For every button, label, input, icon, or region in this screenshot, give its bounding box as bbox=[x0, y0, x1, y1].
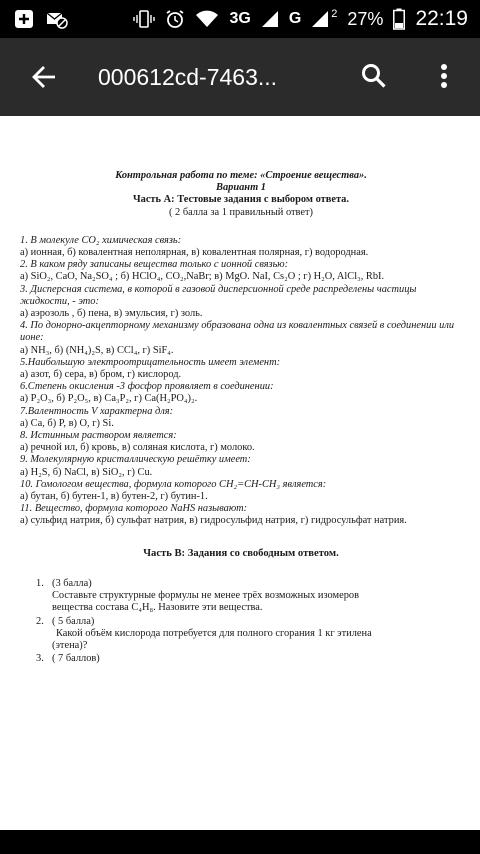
task-text-line1: Составьте структурные формулы не менее трёх возможных изомеров bbox=[52, 590, 360, 602]
task-item bbox=[36, 578, 462, 615]
task-number: 2. bbox=[36, 615, 44, 627]
question-5: 5.Наибольшую электроотрицательность имеет элемент: bbox=[20, 356, 281, 368]
part-b-tasks bbox=[20, 578, 462, 665]
signal-icon-2 bbox=[311, 10, 329, 28]
task-item bbox=[36, 616, 462, 653]
doc-header-line2: Вариант 1 bbox=[216, 182, 266, 194]
document-page[interactable] bbox=[0, 116, 480, 830]
status-bar bbox=[0, 0, 480, 38]
network-type-2: G bbox=[288, 10, 302, 27]
answers-10: а) бутан, б) бутен-1, в) бутен-2, г) бутин-1. bbox=[20, 491, 208, 503]
more-vert-icon bbox=[440, 63, 448, 89]
battery-icon bbox=[393, 8, 405, 30]
mail-blocked-icon bbox=[46, 9, 68, 29]
answers-2: а) SiO₂, CaO, Na₂SO₄ ; б) HClO₄, CO₂,NaBr; в) MgO. NaI, Cs₂O ; г) H₂O, AlCl₃, RbI. bbox=[20, 271, 385, 283]
app-bar bbox=[0, 38, 480, 116]
alarm-icon bbox=[165, 9, 185, 29]
bottom-bar bbox=[0, 830, 480, 854]
question-8: 8. Истинным раствором является: bbox=[20, 430, 177, 442]
question-1: 1. В молекуле CO₂ химическая связь: bbox=[20, 234, 182, 246]
question-3: 3. Дисперсная система, в которой в газовой дисперсионной среде распределены частицы жидкости, - это: bbox=[20, 283, 417, 307]
question-4: 4. По донорно-акцепторному механизму образована одна из ковалентных связей в соединении или ионе: bbox=[20, 320, 455, 344]
task-points: ( 5 балла) bbox=[52, 615, 95, 627]
part-a-note: ( 2 балла за 1 правильный ответ) bbox=[168, 206, 314, 218]
answers-9: а) H₂S, б) NaCl, в) SiO₂, г) Cu. bbox=[20, 466, 153, 478]
answers-8: а) речной ил, б) кровь, в) соляная кислота, г) молоко. bbox=[20, 442, 255, 454]
task-text-line2: (этена)? bbox=[52, 639, 88, 651]
back-button[interactable] bbox=[16, 49, 72, 105]
question-9: 9. Молекулярную кристаллическую решётку имеет: bbox=[20, 454, 251, 466]
vibrate-icon bbox=[133, 9, 155, 29]
question-2: 2. В каком ряду записаны вещества только с ионной связью: bbox=[20, 259, 289, 271]
task-points: ( 7 баллов) bbox=[52, 653, 100, 665]
wifi-icon bbox=[195, 9, 219, 29]
sim-indicator: 2 bbox=[331, 8, 338, 20]
answers-5: а) азот, б) сера, в) бром, г) кислород. bbox=[20, 369, 182, 381]
answers-11: а) сульфид натрия, б) сульфат натрия, в) гидросульфид натрия, г) гидросульфат натрия. bbox=[20, 515, 407, 527]
search-icon bbox=[361, 63, 387, 89]
task-item bbox=[36, 653, 462, 665]
part-b-title: Часть В: Задания со свободным ответом. bbox=[143, 547, 339, 559]
task-text-line2: вещества состава C₄H₈. Назовите эти вещества. bbox=[52, 602, 263, 614]
answers-1: а) ионная, б) ковалентная неполярная, в) ковалентная полярная, г) водородная. bbox=[20, 247, 369, 259]
answers-4: а) NH₃, б) (NH₄)₂S, в) CCl₄, г) SiF₄. bbox=[20, 344, 174, 356]
document-content bbox=[0, 116, 480, 665]
question-7: 7.Валентность V характерна для: bbox=[20, 405, 174, 417]
search-button[interactable] bbox=[350, 52, 398, 100]
answers-7: а) Ca, б) P, в) O, г) Si. bbox=[20, 417, 114, 429]
arrow-back-icon bbox=[31, 64, 57, 90]
battery-percent: 27% bbox=[347, 8, 384, 29]
answers-3: а) аэрозоль , б) пена, в) эмульсия, г) золь. bbox=[20, 308, 203, 320]
network-type-1: 3G bbox=[229, 10, 251, 27]
question-6: 6.Степень окисления -3 фосфор проявляет в соединении: bbox=[20, 381, 274, 393]
file-title: 000612cd-7463... bbox=[98, 63, 278, 90]
question-10: 10. Гомологом вещества, формула которого CH₂=CH-CH₃ является: bbox=[20, 478, 327, 490]
task-text-line1: Какой объём кислорода потребуется для полного сгорания 1 кг этилена bbox=[56, 627, 372, 639]
question-11: 11. Вещество, формула которого NaHS называют: bbox=[20, 503, 248, 515]
task-number: 3. bbox=[36, 653, 44, 665]
signal-icon-1 bbox=[261, 10, 279, 28]
clock: 22:19 bbox=[415, 7, 468, 30]
task-number: 1. bbox=[36, 577, 44, 589]
add-box-icon bbox=[14, 9, 34, 29]
doc-header-line1: Контрольная работа по теме: «Строение вещества». bbox=[115, 170, 367, 181]
task-points: (3 балла) bbox=[52, 577, 92, 589]
answers-6: а) P₂O₃, б) P₂O₅, в) Ca₃P₂, г) Ca(H₂PO₄)₂. bbox=[20, 393, 198, 405]
overflow-menu-button[interactable] bbox=[420, 52, 468, 100]
part-a-title: Часть А: Тестовые задания с выбором ответа. bbox=[133, 194, 349, 206]
